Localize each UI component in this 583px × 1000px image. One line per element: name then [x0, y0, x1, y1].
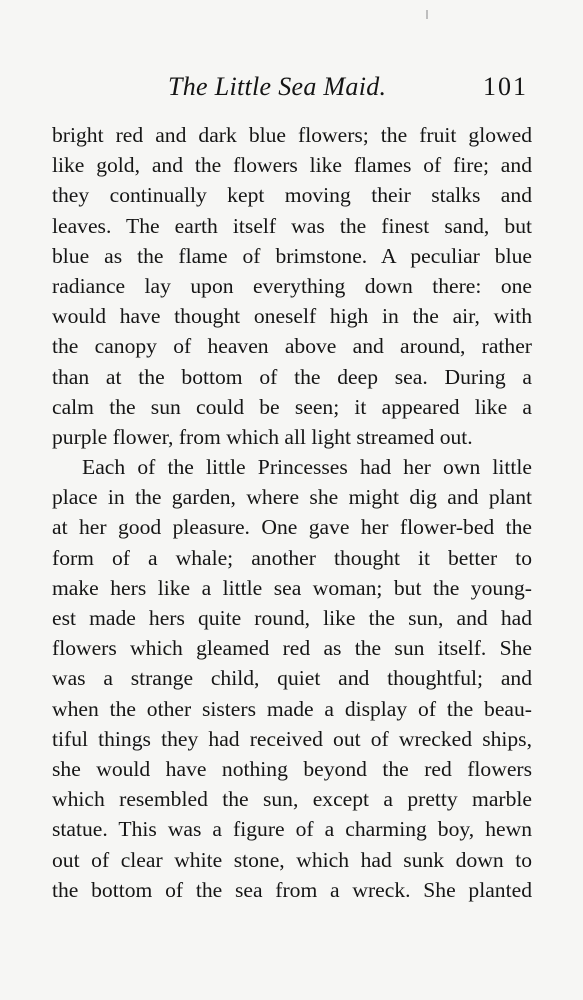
text-line: flowers which gleamed red as the sun itself. She	[52, 636, 532, 661]
text-line: make hers like a little sea woman; but the young-	[52, 575, 532, 600]
text-line: blue as the flame of brimstone. A peculiar blue	[52, 243, 532, 268]
text-line: est made hers quite round, like the sun, and had	[52, 606, 532, 630]
text-line: leaves. The earth itself was the finest sand, but	[52, 213, 532, 238]
running-title: The Little Sea Maid.	[168, 72, 387, 101]
text-line: would have thought oneself high in the air, with	[52, 304, 532, 329]
body-text	[52, 120, 532, 905]
text-line: was a strange child, quiet and thoughtful; and	[52, 666, 532, 691]
text-line: radiance lay upon everything down there: one	[52, 273, 532, 298]
text-line: statue. This was a figure of a charming boy, hewn	[52, 817, 532, 842]
text-line: place in the garden, where she might dig and plant	[52, 485, 532, 510]
text-line: Each of the little Princesses had her own little	[82, 455, 532, 480]
text-line: when the other sisters made a display of the beau-	[52, 696, 532, 721]
paragraph-1	[52, 120, 532, 452]
text-line: they continually kept moving their stalks and	[52, 183, 532, 208]
running-head	[168, 70, 528, 104]
page-number: 101	[483, 72, 528, 101]
text-line: the canopy of heaven above and around, rather	[52, 334, 532, 359]
text-line: calm the sun could be seen; it appeared like a	[52, 394, 532, 419]
text-line: form of a whale; another thought it better to	[52, 545, 532, 570]
text-line: at her good pleasure. One gave her flower-bed the	[52, 515, 532, 540]
text-line: she would have nothing beyond the red flowers	[52, 756, 532, 781]
paper-speck	[426, 10, 428, 19]
text-line: than at the bottom of the deep sea. During a	[52, 364, 532, 389]
text-line: purple flower, from which all light streamed out.	[52, 424, 473, 449]
text-line: the bottom of the sea from a wreck. She planted	[52, 877, 532, 902]
text-line: which resembled the sun, except a pretty marble	[52, 787, 532, 812]
text-line: like gold, and the flowers like flames of fire; and	[52, 153, 532, 178]
text-line: out of clear white stone, which had sunk down to	[52, 847, 532, 872]
text-line: bright red and dark blue flowers; the fruit glowed	[52, 123, 532, 147]
paragraph-2	[52, 452, 532, 905]
text-line: tiful things they had received out of wrecked ships,	[52, 726, 532, 751]
